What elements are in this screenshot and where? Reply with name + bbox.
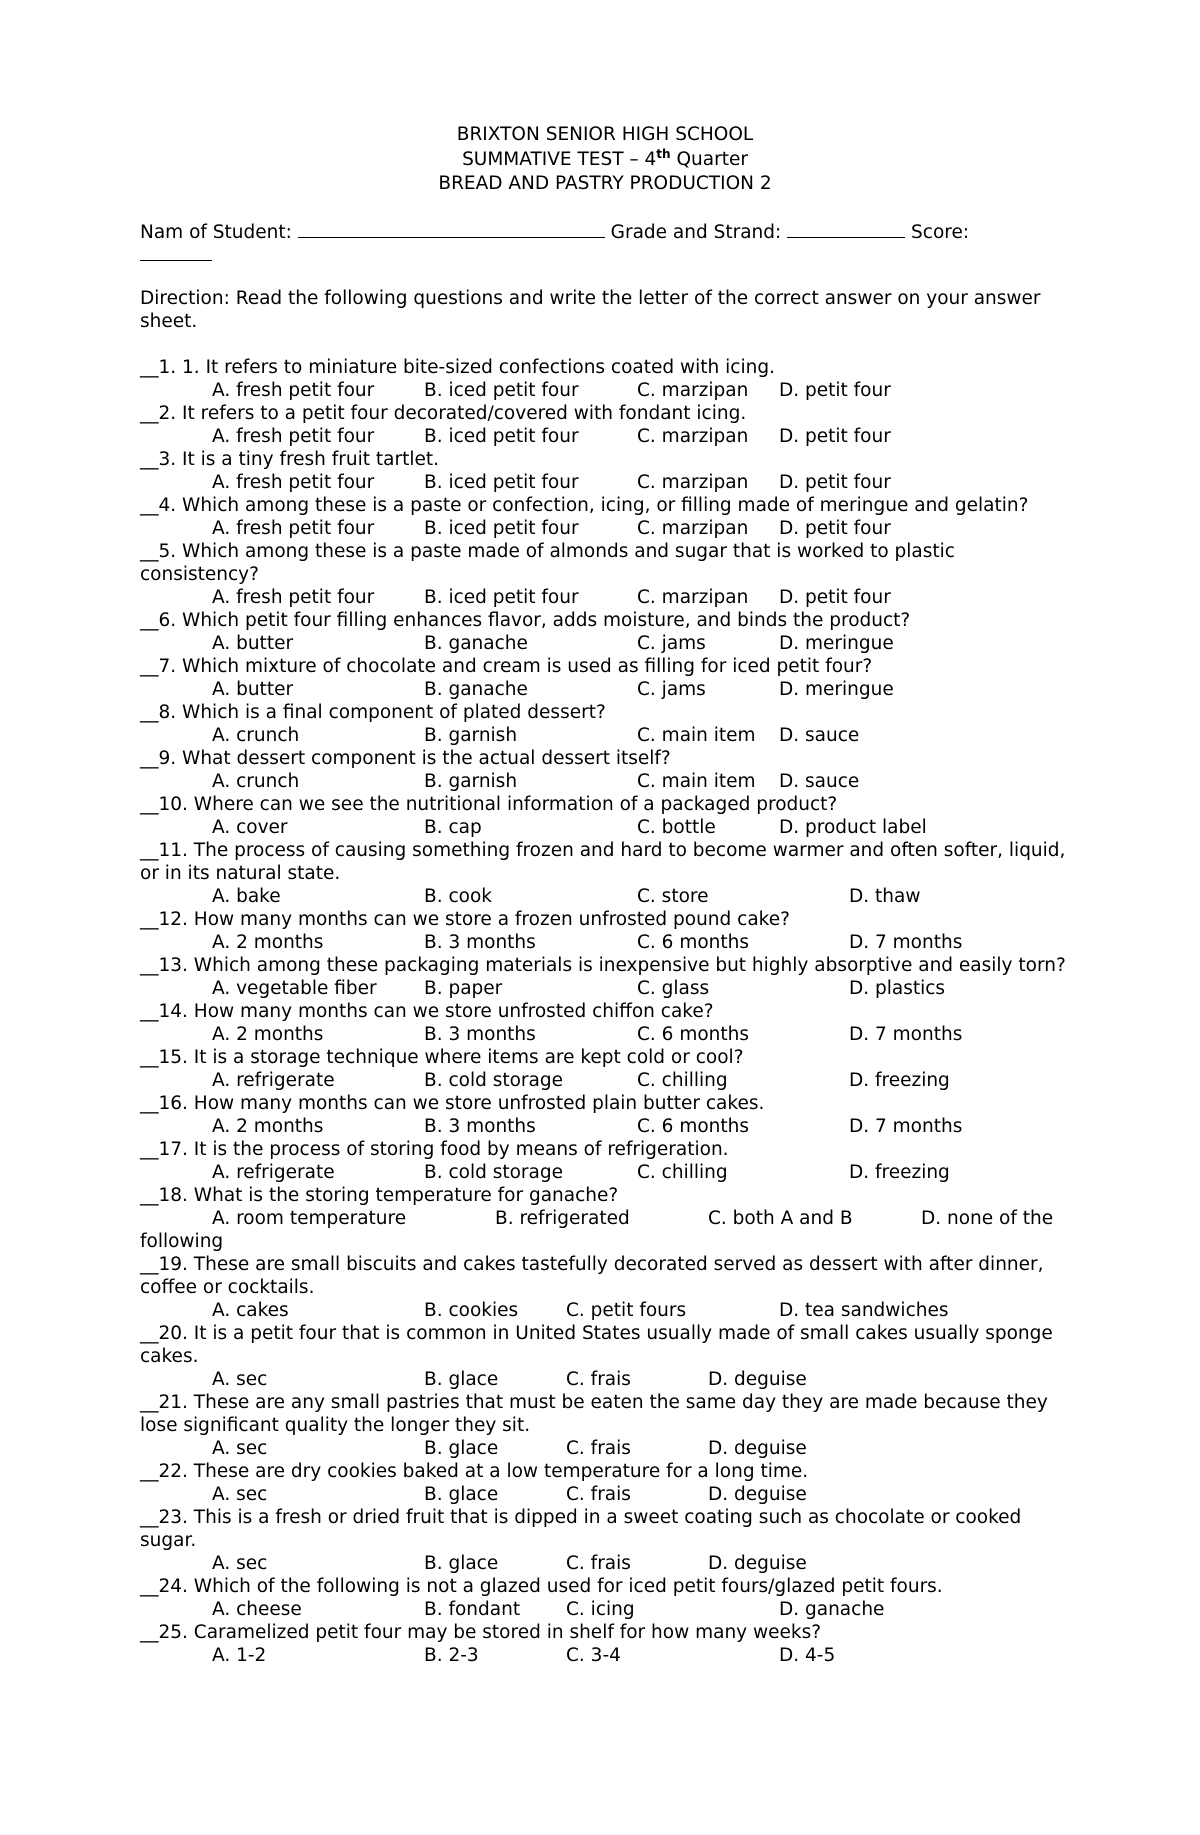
option-c: C. both A and B [708, 1207, 853, 1229]
answer-options [140, 1299, 1070, 1322]
option-b: B. cookies [424, 1299, 519, 1321]
option-b: B. glace [424, 1552, 499, 1574]
question-text: __19. These are small biscuits and cakes tastefully decorated served as dessert with after dinner, coffee or cocktails. [140, 1253, 1044, 1298]
test-title [140, 148, 1070, 173]
answer-options [140, 1552, 1070, 1575]
option-d: D. 7 months [849, 1115, 963, 1137]
question-text: __22. These are dry cookies baked at a low temperature for a long time. [140, 1460, 809, 1482]
option-d: D. petit four [779, 586, 891, 608]
school-name: BRIXTON SENIOR HIGH SCHOOL [456, 124, 754, 145]
question-2 [140, 402, 1070, 448]
question-6 [140, 609, 1070, 655]
question-text: __7. Which mixture of chocolate and cream is used as filling for iced petit four? [140, 655, 873, 677]
option-d: D. petit four [779, 517, 891, 539]
option-d: D. petit four [779, 379, 891, 401]
answer-options [140, 517, 1070, 540]
option-b: B. garnish [424, 770, 518, 792]
question-23 [140, 1506, 1070, 1575]
option-c: C. jams [637, 632, 706, 654]
option-a: A. 2 months [212, 931, 324, 953]
question-20 [140, 1322, 1070, 1391]
option-c: C. marzipan [637, 379, 749, 401]
option-a: A. bake [212, 885, 281, 907]
option-b: B. iced petit four [424, 471, 579, 493]
option-c: C. 3-4 [566, 1644, 621, 1666]
question-text: __20. It is a petit four that is common in United States usually made of small cakes usually sponge cakes. [140, 1322, 1053, 1367]
question-7 [140, 655, 1070, 701]
option-c: C. 6 months [637, 1023, 750, 1045]
option-c: C. glass [637, 977, 710, 999]
option-d: D. deguise [708, 1552, 807, 1574]
grade-strand-blank [787, 223, 905, 238]
answer-options [140, 425, 1070, 448]
answer-options [140, 885, 1070, 908]
score-blank [140, 246, 212, 261]
option-a: A. sec [212, 1368, 268, 1390]
option-b: B. paper [424, 977, 503, 999]
option-c: C. jams [637, 678, 706, 700]
option-d: D. tea sandwiches [779, 1299, 949, 1321]
option-b: B. cook [424, 885, 492, 907]
option-a: A. crunch [212, 770, 300, 792]
option-a: A. refrigerate [212, 1161, 335, 1183]
option-c: C. marzipan [637, 517, 749, 539]
option-a: A. room temperature [212, 1207, 407, 1229]
option-b: B. fondant [424, 1598, 521, 1620]
answer-options [140, 1207, 1070, 1230]
option-d: D. deguise [708, 1483, 807, 1505]
answer-options [140, 977, 1070, 1000]
question-9 [140, 747, 1070, 793]
option-b: B. garnish [424, 724, 518, 746]
option-d: D. ganache [779, 1598, 885, 1620]
question-text: __12. How many months can we store a frozen unfrosted pound cake? [140, 908, 790, 930]
question-text: __23. This is a fresh or dried fruit that is dipped in a sweet coating such as chocolate or cooked sugar. [140, 1506, 1022, 1551]
option-d: D. none of the [921, 1207, 1054, 1229]
answer-options [140, 471, 1070, 494]
option-a: A. butter [212, 678, 294, 700]
option-a: A. sec [212, 1552, 268, 1574]
question-22 [140, 1460, 1070, 1506]
option-d: D. 7 months [849, 1023, 963, 1045]
option-a: A. fresh petit four [212, 586, 375, 608]
option-a: A. 2 months [212, 1023, 324, 1045]
student-name-blank [298, 223, 605, 238]
answer-options [140, 632, 1070, 655]
option-c: C. store [637, 885, 709, 907]
option-a: A. sec [212, 1483, 268, 1505]
answer-options [140, 1023, 1070, 1046]
answer-options [140, 1161, 1070, 1184]
option-c: C. frais [566, 1552, 631, 1574]
option-c: C. 6 months [637, 1115, 750, 1137]
question-text: __8. Which is a final component of plated dessert? [140, 701, 606, 723]
option-b: B. refrigerated [495, 1207, 630, 1229]
question-15 [140, 1046, 1070, 1092]
score-label: Score: [911, 221, 970, 243]
option-c: C. petit fours [566, 1299, 687, 1321]
question-text: __1. 1. It refers to miniature bite-sized confections coated with icing. [140, 356, 775, 378]
option-c: C. main item [637, 724, 756, 746]
option-b: B. cap [424, 816, 482, 838]
question-13 [140, 954, 1070, 1000]
option-b: B. iced petit four [424, 379, 579, 401]
option-d: D. product label [779, 816, 927, 838]
option-c: C. frais [566, 1368, 631, 1390]
option-a: A. vegetable fiber [212, 977, 377, 999]
test-title-suffix: Quarter [670, 148, 748, 170]
option-a: A. fresh petit four [212, 471, 375, 493]
option-b: B. iced petit four [424, 425, 579, 447]
question-text: __15. It is a storage technique where items are kept cold or cool? [140, 1046, 744, 1068]
question-text: __5. Which among these is a paste made of almonds and sugar that is worked to plastic consistency? [140, 540, 955, 585]
option-a: A. fresh petit four [212, 425, 375, 447]
answer-options [140, 1644, 1070, 1667]
question-list [140, 356, 1070, 1667]
option-c: C. marzipan [637, 586, 749, 608]
question-text: __4. Which among these is a paste or confection, icing, or filling made of meringue and gelatin? [140, 494, 1029, 516]
option-continuation: following [140, 1230, 224, 1252]
option-d: D. sauce [779, 770, 860, 792]
option-d: D. plastics [849, 977, 946, 999]
option-a: A. butter [212, 632, 294, 654]
question-11 [140, 839, 1070, 908]
question-18 [140, 1184, 1070, 1253]
question-text: __24. Which of the following is not a glazed used for iced petit fours/glazed petit fours. [140, 1575, 943, 1597]
option-c: C. 6 months [637, 931, 750, 953]
answer-options [140, 586, 1070, 609]
direction-text: Direction: Read the following questions and write the letter of the correct answer on your answer sheet. [140, 287, 1041, 332]
answer-options [140, 1437, 1070, 1460]
option-b: B. ganache [424, 678, 528, 700]
option-c: C. marzipan [637, 425, 749, 447]
option-a: A. cakes [212, 1299, 289, 1321]
question-24 [140, 1575, 1070, 1621]
option-b: B. glace [424, 1437, 499, 1459]
question-text: __16. How many months can we store unfrosted plain butter cakes. [140, 1092, 765, 1114]
question-25 [140, 1621, 1070, 1667]
option-b: B. 3 months [424, 1115, 536, 1137]
option-c: C. frais [566, 1437, 631, 1459]
question-1 [140, 356, 1070, 402]
option-c: C. bottle [637, 816, 716, 838]
question-text: __6. Which petit four filling enhances flavor, adds moisture, and binds the product? [140, 609, 911, 631]
option-d: D. petit four [779, 471, 891, 493]
question-text: __25. Caramelized petit four may be stored in shelf for how many weeks? [140, 1621, 822, 1643]
option-d: D. freezing [849, 1069, 950, 1091]
question-17 [140, 1138, 1070, 1184]
answer-options [140, 724, 1070, 747]
answer-options [140, 1598, 1070, 1621]
answer-options [140, 678, 1070, 701]
option-d: D. thaw [849, 885, 921, 907]
option-a: A. sec [212, 1437, 268, 1459]
option-d: D. deguise [708, 1368, 807, 1390]
question-text: __17. It is the process of storing food by means of refrigeration. [140, 1138, 729, 1160]
question-21 [140, 1391, 1070, 1460]
question-text: __9. What dessert component is the actual dessert itself? [140, 747, 671, 769]
test-header [140, 123, 1070, 197]
answer-options [140, 379, 1070, 402]
option-c: C. frais [566, 1483, 631, 1505]
question-8 [140, 701, 1070, 747]
option-a: A. cheese [212, 1598, 302, 1620]
option-b: B. 3 months [424, 931, 536, 953]
option-a: A. refrigerate [212, 1069, 335, 1091]
option-d: D. meringue [779, 632, 894, 654]
question-text: __10. Where can we see the nutritional information of a packaged product? [140, 793, 838, 815]
option-b: B. iced petit four [424, 517, 579, 539]
option-d: D. deguise [708, 1437, 807, 1459]
option-d: D. 4-5 [779, 1644, 836, 1666]
test-title-superscript: th [656, 146, 671, 161]
option-c: C. chilling [637, 1161, 728, 1183]
option-a: A. crunch [212, 724, 300, 746]
question-16 [140, 1092, 1070, 1138]
option-a: A. fresh petit four [212, 379, 375, 401]
option-b: B. cold storage [424, 1161, 563, 1183]
question-4 [140, 494, 1070, 540]
answer-options [140, 1368, 1070, 1391]
option-d: D. sauce [779, 724, 860, 746]
question-text: __21. These are any small pastries that must be eaten the same day they are made because they lose significant quality the longer they sit. [140, 1391, 1048, 1436]
question-text: __3. It is a tiny fresh fruit tartlet. [140, 448, 440, 470]
option-d: D. meringue [779, 678, 894, 700]
option-a: A. cover [212, 816, 288, 838]
question-text: __13. Which among these packaging materials is inexpensive but highly absorptive and easily torn? [140, 954, 1066, 976]
question-10 [140, 793, 1070, 839]
option-c: C. chilling [637, 1069, 728, 1091]
question-text: __14. How many months can we store unfrosted chiffon cake? [140, 1000, 714, 1022]
question-19 [140, 1253, 1070, 1322]
answer-options [140, 770, 1070, 793]
question-text: __11. The process of causing something frozen and hard to become warmer and often softer, liquid, or in its natural state. [140, 839, 1066, 884]
test-title-prefix: SUMMATIVE TEST – 4 [462, 148, 657, 170]
option-d: D. freezing [849, 1161, 950, 1183]
option-b: B. glace [424, 1483, 499, 1505]
option-a: A. fresh petit four [212, 517, 375, 539]
option-d: D. 7 months [849, 931, 963, 953]
test-page [140, 123, 1070, 1667]
question-5 [140, 540, 1070, 609]
question-12 [140, 908, 1070, 954]
option-d: D. petit four [779, 425, 891, 447]
option-c: C. marzipan [637, 471, 749, 493]
answer-options [140, 1115, 1070, 1138]
answer-options [140, 1483, 1070, 1506]
question-text: __2. It refers to a petit four decorated/covered with fondant icing. [140, 402, 747, 424]
question-text: __18. What is the storing temperature for ganache? [140, 1184, 619, 1206]
option-b: B. 2-3 [424, 1644, 479, 1666]
option-b: B. cold storage [424, 1069, 563, 1091]
student-name-label: Nam of Student: [140, 221, 292, 243]
answer-options [140, 931, 1070, 954]
subject-title: BREAD AND PASTRY PRODUCTION 2 [438, 173, 772, 194]
option-b: B. iced petit four [424, 586, 579, 608]
question-14 [140, 1000, 1070, 1046]
option-c: C. main item [637, 770, 756, 792]
option-b: B. glace [424, 1368, 499, 1390]
option-b: B. ganache [424, 632, 528, 654]
answer-options [140, 1069, 1070, 1092]
student-info [140, 221, 1070, 267]
option-b: B. 3 months [424, 1023, 536, 1045]
option-a: A. 2 months [212, 1115, 324, 1137]
grade-strand-label: Grade and Strand: [610, 221, 782, 243]
option-c: C. icing [566, 1598, 635, 1620]
answer-options [140, 816, 1070, 839]
question-3 [140, 448, 1070, 494]
option-a: A. 1-2 [212, 1644, 267, 1666]
